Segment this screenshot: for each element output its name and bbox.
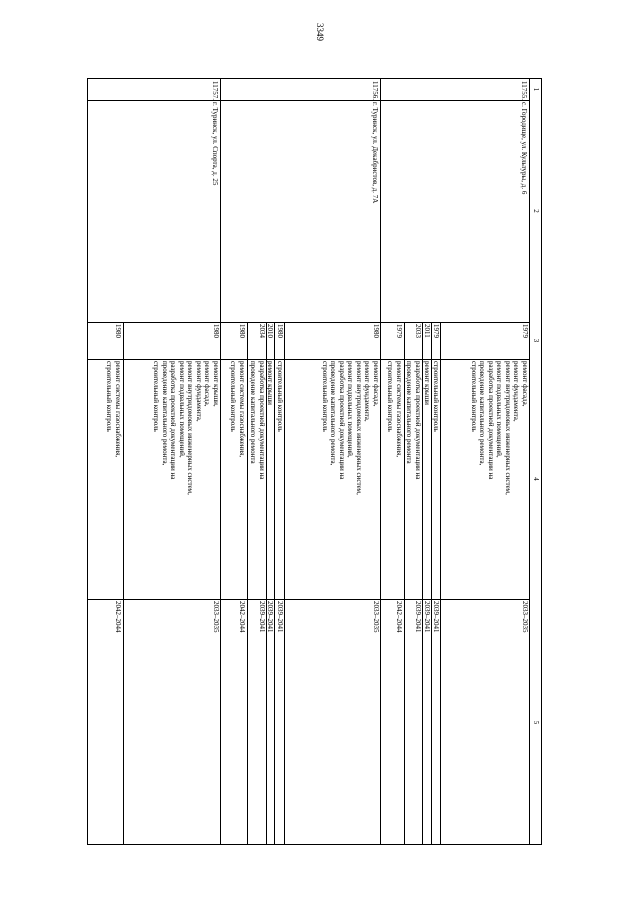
entry-works: разработка проектной документации на проведение капитального ремонта — [249, 361, 266, 480]
entry-year: 2033 — [414, 324, 422, 338]
entry-period: 2042–2044 — [114, 601, 122, 633]
table-header — [529, 79, 541, 844]
table-row — [220, 79, 380, 844]
entry-year: 1980 — [276, 324, 284, 338]
header-col-2: 2 — [532, 209, 540, 213]
entry-period: 2039–2041 — [266, 601, 274, 633]
entry-works: строительный контроль — [432, 361, 440, 432]
header-col-3: 3 — [532, 338, 540, 343]
entry-year: 2010 — [266, 324, 274, 338]
page-number: 3349 — [315, 23, 325, 41]
entry-works: ремонт крыши, ремонт фасада, ремонт фундамента, ремонт внутридомовых инженерных систем, ремонт подвальных помещений, разработка проектной документации на проведение капитального ремонта, строительный контроль — [152, 361, 220, 495]
entry-year: 1979 — [432, 324, 440, 338]
works-table — [87, 78, 542, 845]
entry-works: ремонт крыши — [266, 361, 274, 405]
entry-period: 2039–2041 — [423, 601, 431, 633]
entry-year: 1980 — [212, 324, 220, 338]
row-number: 11755. — [520, 81, 528, 100]
entry-year: 1980 — [238, 324, 246, 338]
address: г. Туринск, ул. Декабристов, д. 7А — [371, 102, 379, 204]
header-col-1: 1 — [532, 87, 540, 92]
row-number: 11757. — [211, 81, 219, 100]
address: г. Туринск, ул. Спорта, д. 25 — [211, 102, 219, 186]
entry-works: ремонт системы газоснабжения, строительный контроль — [105, 361, 122, 458]
table-row — [88, 79, 220, 844]
header-col-4: 4 — [532, 477, 540, 481]
entry-period: 2033–2035 — [372, 601, 380, 633]
entry-period: 2039–2041 — [258, 601, 266, 633]
entry-year: 1980 — [114, 324, 122, 338]
entry-period: 2033–2035 — [212, 601, 220, 633]
entry-works: ремонт фасада, ремонт фундамента, ремонт внутридомовых инженерных систем, ремонт подвальных помещений, разработка проектной документации на проведение капитального ремонта, строительный контроль — [321, 361, 380, 495]
entry-works: строительный контроль — [276, 361, 284, 432]
header-col-5: 5 — [532, 720, 540, 725]
row-number: 11756. — [371, 81, 379, 100]
address: с. Городище, ул. Культуры, д. 6 — [520, 102, 528, 195]
entry-year: 1979 — [521, 324, 529, 338]
entry-year: 2011 — [423, 324, 431, 338]
entry-period: 2042–2044 — [395, 601, 403, 633]
entry-period: 2042–2044 — [238, 601, 246, 633]
entry-period: 2039–2041 — [432, 601, 440, 633]
entry-period: 2039–2041 — [414, 601, 422, 633]
entry-year: 1979 — [395, 324, 403, 338]
entry-works: ремонт фасада, ремонт фундамента, ремонт внутридомовых инженерных систем, ремонт подвальных помещений, разработка проектной документации на проведение капитального ремонта, строительный контроль — [470, 361, 529, 495]
entry-period: 2039–2041 — [276, 601, 284, 633]
entry-works: ремонт системы газоснабжения, строительный контроль — [386, 361, 403, 458]
entry-year: 2034 — [258, 324, 266, 338]
entry-year: 1980 — [372, 324, 380, 338]
table-row — [380, 79, 529, 844]
entry-works: разработка проектной документации на проведение капитального ремонта — [405, 361, 422, 480]
entry-works: ремонт системы газоснабжения, строительный контроль — [229, 361, 246, 458]
entry-period: 2033–2035 — [521, 601, 529, 633]
entry-works: ремонт крыши — [423, 361, 431, 405]
